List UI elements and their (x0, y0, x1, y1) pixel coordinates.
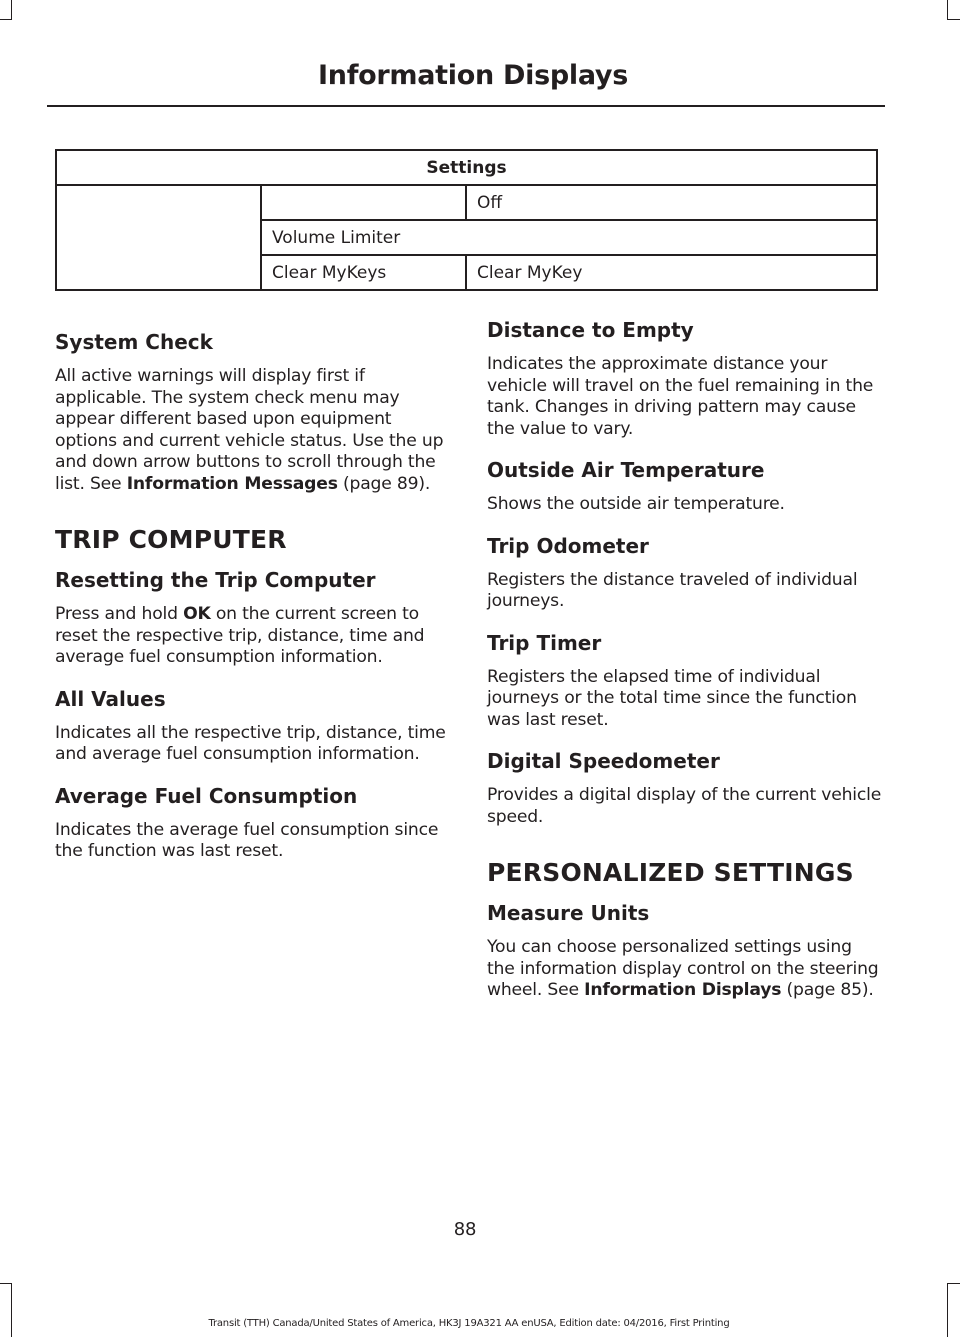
table-cell: Clear MyKey (466, 255, 877, 290)
crop-mark (947, 1283, 948, 1337)
paragraph-system-check (55, 366, 450, 495)
page-title: Information Displays (318, 60, 628, 91)
crop-mark (947, 1283, 960, 1284)
section-heading-resetting: Resetting the Trip Computer (55, 568, 376, 592)
table-header-row (56, 150, 877, 185)
paragraph-text: You can choose personalized settings using the information display control on the steering wheel. See (487, 937, 879, 1000)
table-cell: Volume Limiter (261, 220, 877, 255)
crop-mark (0, 19, 12, 20)
page-number: 88 (453, 1219, 477, 1240)
section-heading-trip-odometer: Trip Odometer (487, 533, 649, 558)
crop-mark (947, 19, 960, 20)
ok-label: OK (183, 604, 211, 624)
section-heading-measure-units: Measure Units (487, 901, 650, 925)
paragraph-all-values: Indicates all the respective trip, distance, time and average fuel consumption information. (55, 722, 446, 764)
section-heading-outside-air: Outside Air Temperature (487, 458, 765, 482)
paragraph-measure-units (487, 937, 882, 1002)
table-cell: Clear MyKeys (261, 255, 466, 290)
page-ref: (page 89). (337, 473, 431, 494)
paragraph-resetting (55, 604, 450, 669)
link-information-displays[interactable]: Information Displays (584, 980, 782, 1000)
table-cell: Off (466, 185, 877, 220)
table-cell-empty (56, 185, 261, 290)
section-heading-all-values: All Values (55, 686, 166, 711)
section-heading-trip-computer: TRIP COMPUTER (55, 525, 287, 554)
paragraph-text: on the current screen to reset the respective trip, distance, time and average fuel consumption information. (55, 604, 425, 667)
section-heading-system-check: System Check (55, 330, 213, 354)
section-heading-distance-to-empty: Distance to Empty (487, 318, 694, 342)
page-ref: (page 85). (781, 980, 874, 1000)
section-heading-personalized: PERSONALIZED SETTINGS (487, 858, 854, 887)
paragraph-outside-air: Shows the outside air temperature. (487, 494, 785, 514)
paragraph-distance-to-empty: Indicates the approximate distance your vehicle will travel on the fuel remaining in the tank. Changes in driving pattern may cause the value to vary. (487, 354, 874, 439)
settings-table (55, 149, 878, 291)
title-divider (47, 105, 885, 107)
crop-mark (11, 0, 12, 20)
paragraph-trip-odometer: Registers the distance traveled of individual journeys. (487, 569, 858, 611)
paragraph-trip-timer: Registers the elapsed time of individual journeys or the total time since the function was last reset. (487, 666, 857, 730)
crop-mark (0, 1283, 12, 1284)
paragraph-digital-speedometer: Provides a digital display of the current vehicle speed. (487, 785, 882, 827)
crop-mark (947, 0, 948, 20)
paragraph-text: All active warnings will display first if applicable. The system check menu may appear different based upon equipment options and current vehicle status. Use the up and down arrow buttons to scroll through the list. See (55, 366, 444, 494)
paragraph-text: Press and hold (55, 604, 184, 624)
section-heading-digital-speedometer: Digital Speedometer (487, 749, 720, 773)
right-column (487, 318, 882, 1020)
section-heading-avg-fuel: Average Fuel Consumption (55, 783, 358, 808)
section-heading-trip-timer: Trip Timer (487, 630, 602, 655)
table-heading: Settings (56, 150, 877, 185)
table-row (56, 185, 877, 220)
left-column (55, 318, 450, 881)
link-information-messages[interactable]: Information Messages (126, 473, 338, 494)
paragraph-avg-fuel: Indicates the average fuel consumption since the function was last reset. (55, 819, 439, 861)
table-cell (261, 185, 466, 220)
footer-edition: Transit (TTH) Canada/United States of America, HK3J 19A321 AA enUSA, Edition date: 04/2016, First Printing (208, 1318, 730, 1329)
